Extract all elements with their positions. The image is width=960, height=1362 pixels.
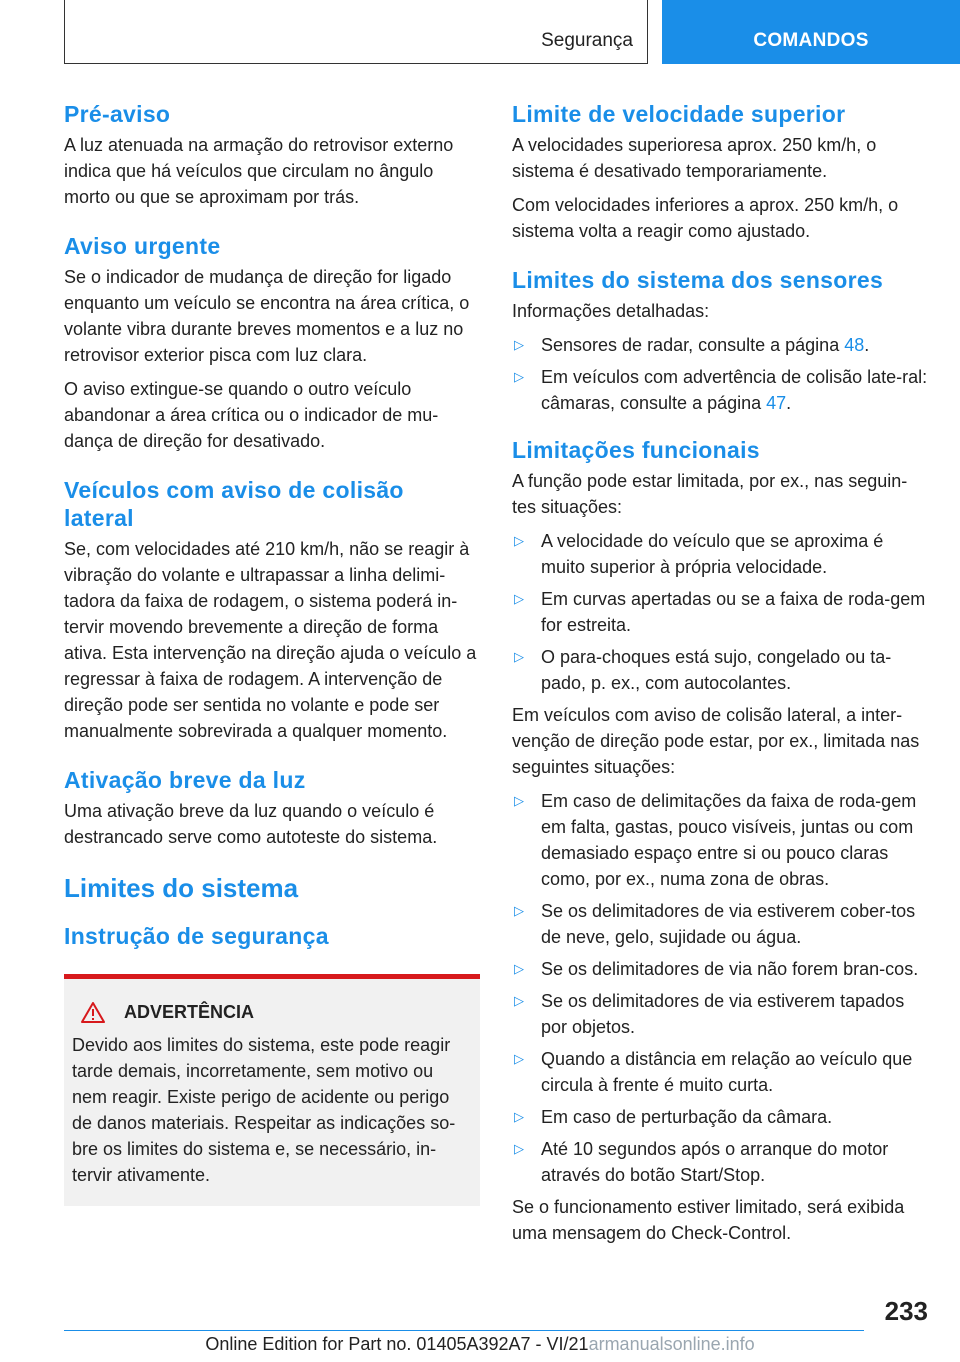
bullet-triangle-icon: ▷ xyxy=(514,649,524,664)
page-link-48[interactable]: 48 xyxy=(844,335,865,355)
left-column xyxy=(64,100,480,1206)
warning-text: Devido aos limites do sistema, este pode reagir tarde demais, incorretamente, sem motivo ou nem reagir. Existe perigo de acidente ou perigo de danos materiais. Respeitar as indicações so-bre os limites do sistema e, se necessário, in-tervir ativamente. xyxy=(72,1035,456,1185)
list-funcionais-1 xyxy=(512,528,928,696)
paragraph-ativacao-luz: Uma ativação breve da luz quando o veículo é destrancado serve como autoteste do sistema. xyxy=(64,801,438,847)
right-column xyxy=(512,100,928,1254)
bullet-triangle-icon: ▷ xyxy=(514,903,524,918)
heading-limite-velocidade: Limite de velocidade superior xyxy=(512,101,846,127)
paragraph-limite-velocidade-2: Com velocidades inferiores a aprox. 250 km/h, o sistema volta a reagir como ajustado. xyxy=(512,195,899,241)
paragraph-limite-velocidade-1: A velocidades superioresa aprox. 250 km/h, o sistema é desativado temporariamente. xyxy=(512,135,877,181)
list-item: ▷ Se os delimitadores de via estiverem tapados por objetos. xyxy=(512,988,928,1040)
footer-watermark: armanualsonline.info xyxy=(588,1334,755,1354)
warning-triangle-icon xyxy=(80,1001,106,1024)
paragraph-funcionais-end: Se o funcionamento estiver limitado, será exibida uma mensagem do Check-Control. xyxy=(512,1197,905,1243)
list-item: ▷ Em caso de delimitações da faixa de roda-gem em falta, gastas, pouco visíveis, juntas ou com demasiado espaço entre si ou pouco claras como, por ex., numa zona de obras. xyxy=(512,788,928,892)
list-item: ▷ Em veículos com advertência de colisão late-ral: câmaras, consulte a página 47. xyxy=(512,364,928,416)
list-item: ▷ Sensores de radar, consulte a página 48. xyxy=(512,332,928,358)
heading-instrucao-seguranca: Instrução de segurança xyxy=(64,923,329,949)
bullet-triangle-icon: ▷ xyxy=(514,1109,524,1124)
footer-edition xyxy=(0,1334,960,1355)
bullet-triangle-icon: ▷ xyxy=(514,1051,524,1066)
page-number: 233 xyxy=(884,1296,928,1326)
paragraph-aviso-urgente-1: Se o indicador de mudança de direção for ligado enquanto um veículo se encontra na área crítica, o volante vibra durante breves momentos e a luz no retrovisor exterior pisca com luz clara. xyxy=(64,267,470,365)
paragraph-pre-aviso: A luz atenuada na armação do retrovisor externo indica que há veículos que circulam no ângulo morto ou que se aproximam por trás. xyxy=(64,135,454,207)
paragraph-funcionais-mid: Em veículos com aviso de colisão lateral, a inter-venção de direção pode estar, por ex., limitada nas seguintes situações: xyxy=(512,705,920,777)
list-item: ▷ Se os delimitadores de via estiverem cober-tos de neve, gelo, sujidade ou água. xyxy=(512,898,928,950)
list-item: ▷ Em caso de perturbação da câmara. xyxy=(512,1104,928,1130)
paragraph-sensores-intro: Informações detalhadas: xyxy=(512,301,710,321)
bullet-triangle-icon: ▷ xyxy=(514,993,524,1008)
bullet-triangle-icon: ▷ xyxy=(514,337,524,352)
heading-colisao-lateral: Veículos com aviso de colisão lateral xyxy=(64,477,404,531)
heading-limitacoes-funcionais: Limitações funcionais xyxy=(512,437,760,463)
bullet-triangle-icon: ▷ xyxy=(514,533,524,548)
list-item: ▷ O para-choques está sujo, congelado ou ta-pado, p. ex., com autocolantes. xyxy=(512,644,928,696)
header-section-title: Segurança xyxy=(541,30,633,51)
list-sensores xyxy=(512,332,928,416)
heading-limites-sistema: Limites do sistema xyxy=(64,873,299,903)
paragraph-funcionais-intro: A função pode estar limitada, por ex., nas seguin-tes situações: xyxy=(512,471,908,517)
header-chapter-tab xyxy=(662,0,960,64)
footer-divider xyxy=(64,1330,864,1331)
heading-ativacao-luz: Ativação breve da luz xyxy=(64,767,306,793)
paragraph-colisao-lateral: Se, com velocidades até 210 km/h, não se reagir à vibração do volante e ultrapassar a linha delimi-tadora da faixa de rodagem, o sistema poderá in-tervir movendo brevemente a direção de forma ativa. Esta intervenção na direção ajuda o veículo a regressar à faixa de rodagem. A intervenção de direção pode ser sentida no volante e pode ser manualmente sobrevirada a qualquer momento. xyxy=(64,539,477,741)
heading-aviso-urgente: Aviso urgente xyxy=(64,233,221,259)
list-item: ▷ Quando a distância em relação ao veículo que circula à frente é muito curta. xyxy=(512,1046,928,1098)
heading-limites-sensores: Limites do sistema dos sensores xyxy=(512,267,884,293)
warning-box xyxy=(64,974,480,1206)
header-chapter-label: COMANDOS xyxy=(753,30,869,51)
page-link-47[interactable]: 47 xyxy=(766,393,787,413)
bullet-triangle-icon: ▷ xyxy=(514,591,524,606)
list-item: ▷ A velocidade do veículo que se aproxima é muito superior à própria velocidade. xyxy=(512,528,928,580)
list-item: ▷ Se os delimitadores de via não forem bran-cos. xyxy=(512,956,928,982)
footer-edition-text: Online Edition for Part no. 01405A392A7 - VI/21 xyxy=(205,1334,589,1354)
bullet-triangle-icon: ▷ xyxy=(514,1141,524,1156)
bullet-triangle-icon: ▷ xyxy=(514,369,524,384)
bullet-triangle-icon: ▷ xyxy=(514,793,524,808)
paragraph-aviso-urgente-2: O aviso extingue-se quando o outro veículo abandonar a área crítica ou o indicador de mu-dança de direção for desativado. xyxy=(64,379,439,451)
header-section-box xyxy=(64,0,648,64)
list-item: ▷ Em curvas apertadas ou se a faixa de roda-gem for estreita. xyxy=(512,586,928,638)
heading-pre-aviso: Pré-aviso xyxy=(64,101,171,127)
list-funcionais-2 xyxy=(512,788,928,1188)
warning-title: ADVERTÊNCIA xyxy=(124,1002,255,1022)
list-item: ▷ Até 10 segundos após o arranque do motor através do botão Start/Stop. xyxy=(512,1136,928,1188)
bullet-triangle-icon: ▷ xyxy=(514,961,524,976)
